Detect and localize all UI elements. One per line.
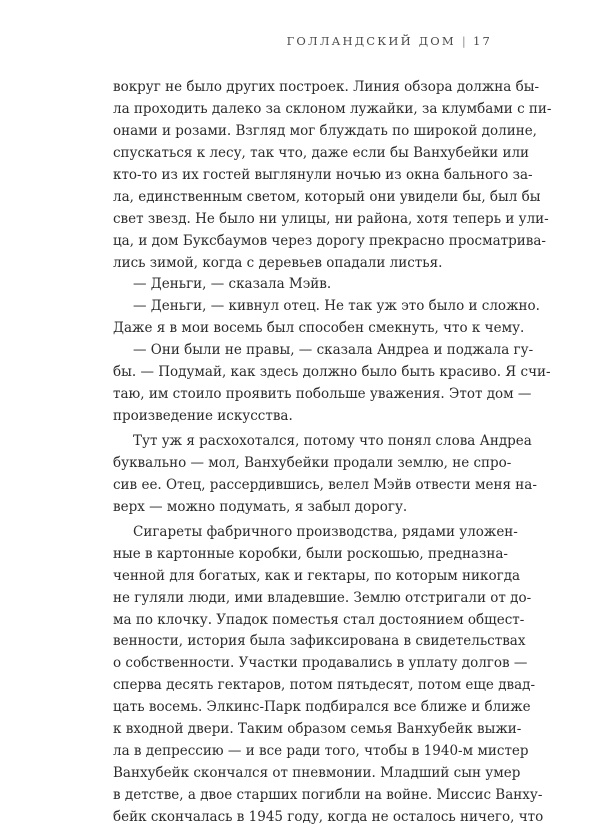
text-line: верх — можно подумать, я забыл дорогу.: [113, 498, 408, 515]
text-line: не гуляли люди, ими владевшие. Землю отстригали от до-: [113, 589, 532, 606]
text-line: — Деньги, — сказала Мэйв.: [133, 276, 332, 293]
book-title: ГОЛЛАНДСКИЙ ДОМ: [286, 34, 456, 48]
text-line: буквально — мол, Ванхубейки продали землю, не спро-: [113, 454, 512, 471]
text-line: — Деньги, — кивнул отец. Не так уж это было и сложно.: [133, 298, 540, 315]
text-line: — Они были не правы, — сказала Андреа и поджала гу-: [133, 342, 534, 359]
page-number: 17: [472, 34, 492, 48]
text-line: произведение искусства.: [113, 408, 293, 425]
text-line: Даже я в мои восемь был способен смекнуть, что к чему.: [113, 320, 525, 337]
text-line: онами и розами. Взгляд мог блуждать по широкой долине,: [113, 122, 537, 139]
text-line: сив ее. Отец, рассердившись, велел Мэйв отвести меня на-: [113, 476, 537, 493]
page-body: [113, 77, 552, 829]
text-line: кто-то из их гостей выглянули ночью из окна бального за-: [113, 166, 533, 183]
text-line: ла в депрессию — и все ради того, чтобы в 1940-м мистер: [113, 743, 529, 760]
text-line: о собственности. Участки продавались в уплату долгов —: [113, 655, 528, 672]
text-line: ные в картонные коробки, были роскошью, предназна-: [113, 545, 508, 562]
text-line: к входной двери. Таким образом семья Ванхубейк выжи-: [113, 721, 522, 738]
text-line: ма по клочку. Упадок поместья стал достоянием общест-: [113, 611, 525, 628]
text-line: спускаться к лесу, так что, даже если бы Ванхубейки или: [113, 144, 530, 161]
paragraph: [113, 296, 540, 340]
paragraph: [113, 274, 488, 296]
text-line: таю, им стоило проявить побольше уважения. Этот дом —: [113, 386, 532, 403]
text-line: Ванхубейк скончался от пневмонии. Младший сын умер: [113, 765, 521, 782]
header-separator: |: [461, 34, 468, 48]
text-line: сперва десять гектаров, потом пятьдесят, потом еще двад-: [113, 677, 536, 694]
paragraph: [113, 77, 552, 274]
text-line: цать восемь. Элкинс-Парк подбирался все ближе и ближе: [113, 699, 531, 716]
text-line: бы. — Подумай, как здесь должно было быть красиво. Я счи-: [113, 364, 551, 381]
text-line: венности, история была зафиксирована в свидетельствах: [113, 633, 526, 650]
text-line: свет звезд. Не было ни улицы, ни района, хотя теперь и ули-: [113, 210, 549, 227]
paragraph: [113, 522, 544, 829]
paragraph: [113, 340, 551, 428]
text-line: Сигареты фабричного производства, рядами уложен-: [133, 523, 518, 540]
text-line: ла, единственным светом, который они увидели бы, был бы: [113, 188, 541, 205]
text-line: ца, и дом Буксбаумов через дорогу прекрасно просматрива-: [113, 232, 546, 249]
text-line: в детстве, а двое старших погибли на войне. Миссис Ванху-: [113, 787, 543, 803]
text-line: бейк скончалась в 1945 году, когда не осталось ничего, что: [113, 808, 544, 825]
text-line: ченной для богатых, как и гектары, по которым никогда: [113, 567, 521, 584]
text-line: ла проходить далеко за склоном лужайки, за клумбами с пи-: [113, 100, 552, 117]
text-line: лись зимой, когда с деревьев опадали листья.: [113, 254, 443, 271]
text-line: Тут уж я расхохотался, потому что понял слова Андреа: [133, 433, 532, 449]
text-line: вокруг не было других построек. Линия обзора должна бы-: [113, 79, 540, 95]
running-header: [287, 34, 492, 48]
paragraph: [113, 431, 537, 519]
